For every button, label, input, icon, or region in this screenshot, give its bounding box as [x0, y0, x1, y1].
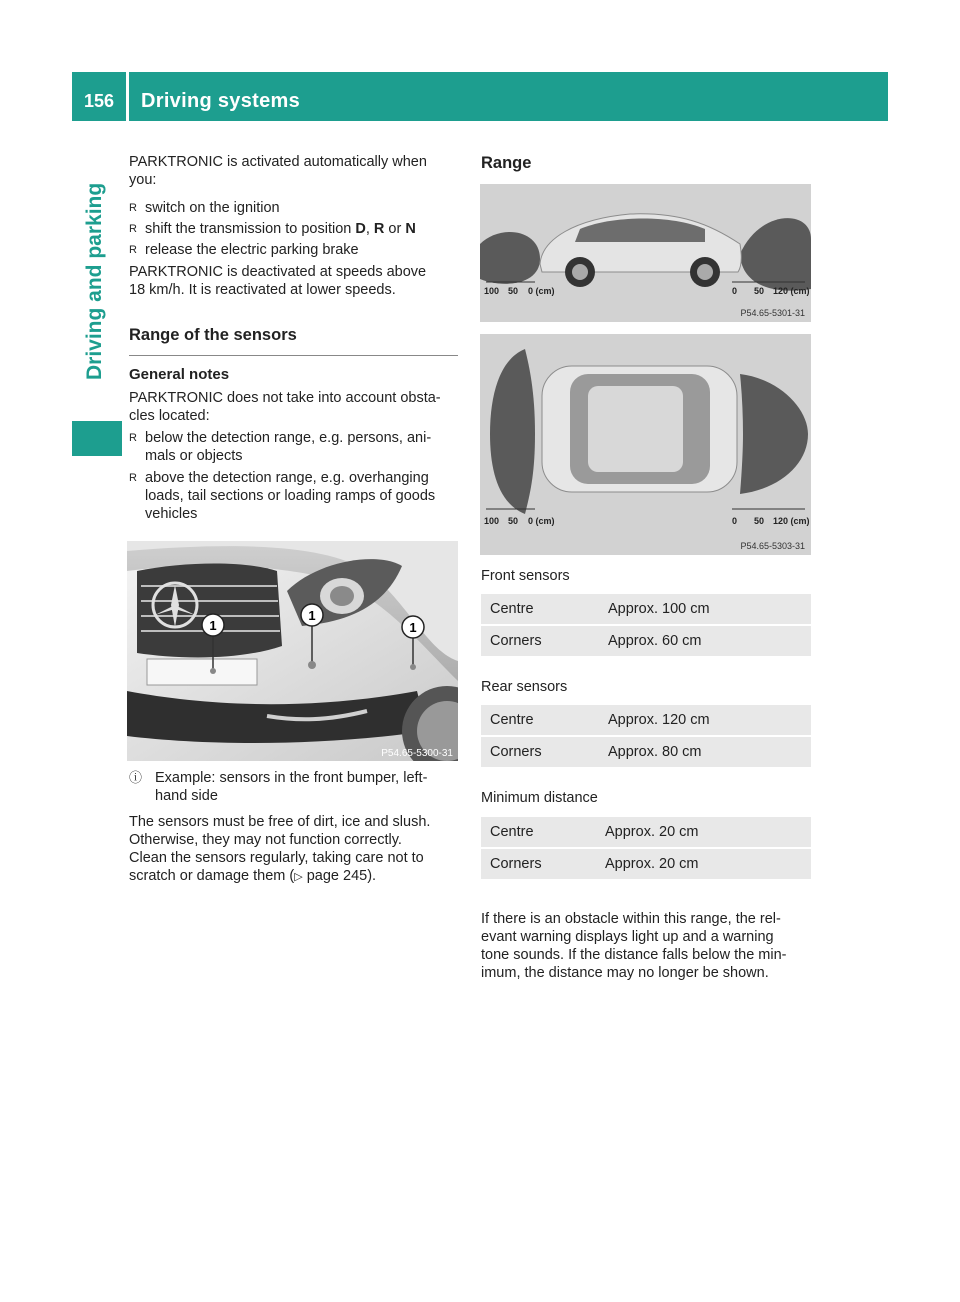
svg-text:1: 1	[308, 608, 316, 623]
svg-text:50: 50	[508, 286, 519, 296]
table-row: Centre Approx. 20 cm	[481, 817, 811, 847]
svg-text:0: 0	[732, 286, 738, 296]
bullet-icon: R	[129, 244, 137, 256]
svg-text:0 (cm): 0 (cm)	[528, 286, 555, 296]
page-reference-icon: ▷	[294, 871, 303, 883]
rear-sensors-table	[481, 705, 811, 769]
body-text: cles located:	[129, 408, 210, 424]
svg-text:0 (cm): 0 (cm)	[528, 516, 555, 526]
header-divider	[126, 72, 129, 121]
deactivation-text: PARKTRONIC is deactivated at speeds above	[129, 264, 427, 280]
body-text: scratch or damage them (▷ page 245).	[129, 868, 377, 884]
table-row: Corners Approx. 80 cm	[481, 737, 811, 767]
svg-text:120 (cm): 120 (cm)	[773, 286, 810, 296]
bullet-icon: R	[129, 223, 137, 235]
front-sensors-table	[481, 594, 811, 658]
list-item: R shift the transmission to position D, R or N	[129, 221, 416, 237]
chapter-side-tab: Driving and parking	[83, 182, 106, 380]
page-reference-link[interactable]: page 245).	[302, 868, 377, 884]
table-row: Centre Approx. 100 cm	[481, 594, 811, 624]
svg-text:50: 50	[754, 516, 765, 526]
page-number: 156	[83, 91, 115, 111]
list-item: R below the detection range, e.g. persons, ani- mals or objects	[129, 430, 432, 464]
deactivation-text: 18 km/h. It is reactivated at lower speeds.	[129, 282, 396, 298]
general-notes-section	[129, 366, 459, 523]
svg-text:50: 50	[508, 516, 519, 526]
side-view-range-image	[480, 184, 811, 322]
range-heading: Range	[481, 154, 532, 172]
sensor-notes	[129, 769, 459, 886]
rear-sensors-title: Rear sensors	[481, 679, 568, 695]
bullet-icon: R	[129, 202, 137, 214]
table-row: Centre Approx. 120 cm	[481, 705, 811, 735]
minimum-distance-table	[481, 817, 811, 881]
intro-text: PARKTRONIC is activated automatically when you:	[129, 154, 427, 188]
callout-marker-icon: ⓘ	[129, 770, 143, 785]
svg-text:1: 1	[209, 618, 217, 633]
top-view-range-image	[480, 334, 811, 555]
table-row: Corners Approx. 20 cm	[481, 849, 811, 879]
list-item: R switch on the ignition	[129, 200, 280, 216]
activation-section	[129, 153, 459, 299]
svg-text:P54.65-5303-31: P54.65-5303-31	[740, 541, 805, 551]
svg-text:100: 100	[484, 286, 500, 296]
front-bumper-sensors-image	[127, 541, 458, 761]
svg-text:50: 50	[754, 286, 765, 296]
list-item: R release the electric parking brake	[129, 242, 359, 258]
chapter-tab-marker	[72, 421, 122, 456]
minimum-distance-title: Minimum distance	[481, 790, 598, 806]
svg-text:0: 0	[732, 516, 738, 526]
section-title: Driving systems	[141, 90, 301, 112]
svg-text:P54.65-5300-31: P54.65-5300-31	[381, 748, 453, 759]
body-text: The sensors must be free of dirt, ice and slush.	[129, 814, 431, 830]
image-caption: ⓘ Example: sensors in the front bumper, left- hand side	[129, 770, 428, 804]
body-text: Otherwise, they may not function correctly.	[129, 832, 402, 848]
svg-text:120 (cm): 120 (cm)	[773, 516, 810, 526]
svg-text:100: 100	[484, 516, 500, 526]
table-row: Corners Approx. 60 cm	[481, 626, 811, 656]
list-item: R above the detection range, e.g. overhanging loads, tail sections or loading ramps of goods vehicles	[129, 470, 436, 522]
front-sensors-title: Front sensors	[481, 568, 570, 584]
body-text: PARKTRONIC does not take into account obsta-	[129, 390, 441, 406]
range-of-sensors-heading: Range of the sensors	[129, 326, 458, 356]
bullet-icon: R	[129, 472, 137, 484]
svg-text:1: 1	[409, 620, 417, 635]
general-notes-heading: General notes	[129, 366, 230, 383]
warning-paragraph: If there is an obstacle within this range, the rel- evant warning displays light up and a warning tone sounds. If the distance falls below the min- imum, the distance may no longer be shown.	[481, 911, 787, 981]
svg-text:P54.65-5301-31: P54.65-5301-31	[740, 308, 805, 318]
body-text: Clean the sensors regularly, taking care not to	[129, 850, 424, 866]
bullet-icon: R	[129, 432, 137, 444]
